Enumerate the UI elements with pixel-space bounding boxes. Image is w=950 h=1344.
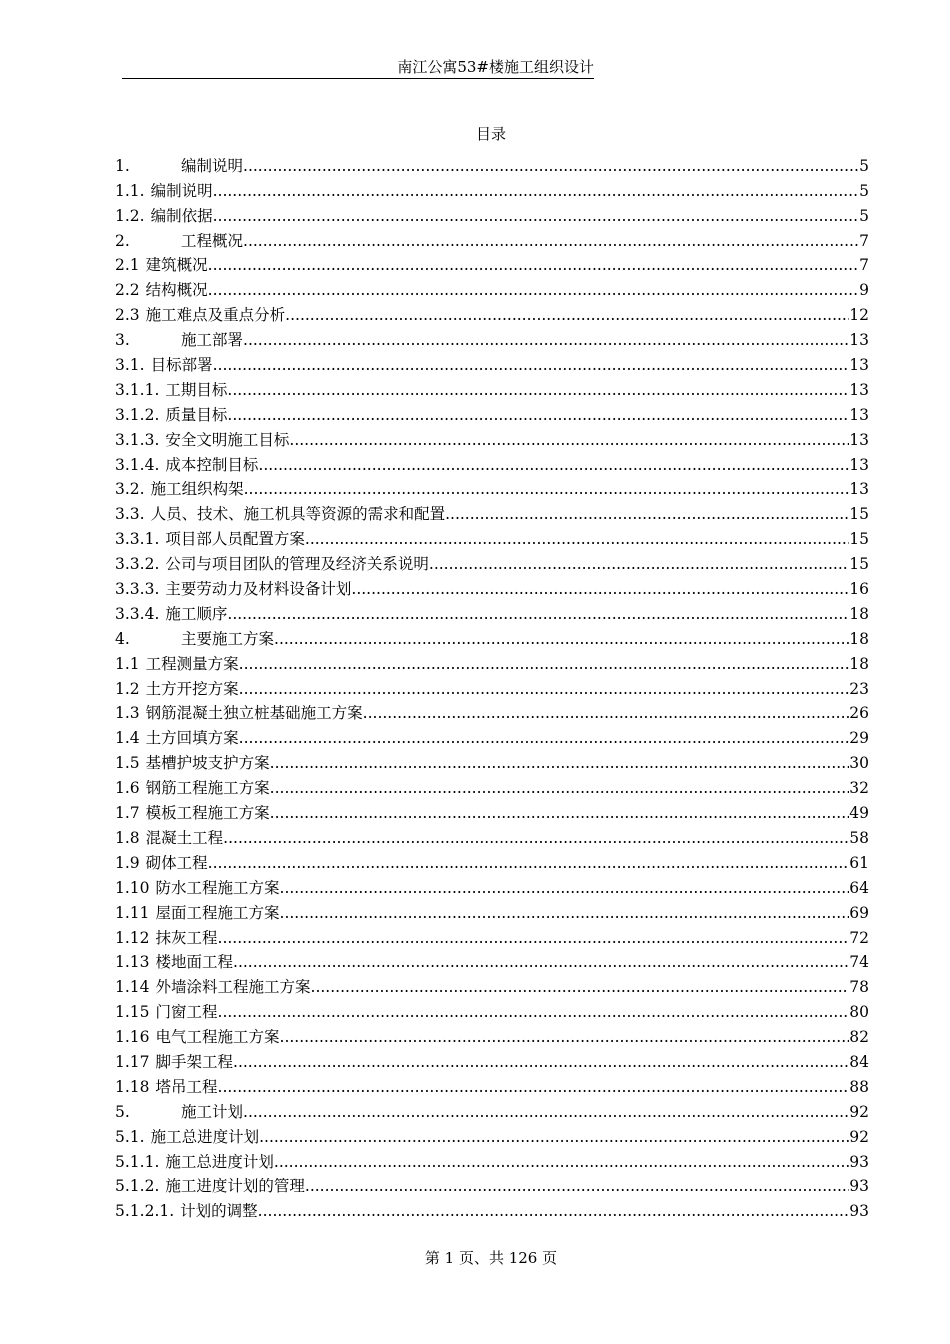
toc-entry-label — [115, 853, 208, 873]
toc-entry-page: 92 — [849, 1102, 869, 1121]
toc-entry-label — [115, 1052, 233, 1072]
toc-entry-number: 1.8 — [115, 828, 140, 847]
toc-entry-page: 9 — [859, 281, 869, 300]
toc-entry[interactable] — [115, 201, 869, 226]
toc-dot-leader — [243, 1102, 849, 1122]
toc-entry[interactable] — [115, 748, 869, 773]
toc-entry-text: 外墙涂料工程施工方案 — [155, 978, 311, 997]
toc-entry-label — [115, 703, 363, 723]
toc-entry-label — [115, 305, 285, 325]
toc-entry-page: 93 — [849, 1152, 869, 1171]
toc-entry-page: 15 — [849, 505, 869, 524]
toc-entry-text: 施工组织构架 — [150, 480, 244, 499]
toc-entry-number: 1.18 — [115, 1077, 150, 1096]
toc-entry[interactable] — [115, 823, 869, 848]
toc-entry-number: 2. — [115, 231, 130, 250]
toc-entry-number: 3.1.2. — [115, 405, 160, 424]
toc-entry-number: 3.3. — [115, 505, 145, 524]
toc-dot-leader — [223, 828, 849, 848]
toc-dot-leader — [208, 280, 859, 300]
toc-dot-leader — [244, 479, 850, 499]
toc-entry[interactable] — [115, 350, 869, 375]
toc-entry-text: 脚手架工程 — [155, 1052, 234, 1071]
toc-entry-number: 3.3.1. — [115, 530, 160, 549]
toc-entry-label — [115, 753, 270, 773]
toc-entry-label — [115, 1127, 259, 1147]
toc-entry-text: 楼地面工程 — [155, 953, 234, 972]
toc-entry[interactable] — [115, 997, 869, 1022]
toc-entry-number: 3. — [115, 331, 130, 350]
toc-entry-label — [115, 1176, 305, 1196]
toc-dot-leader — [213, 206, 860, 226]
toc-entry[interactable] — [115, 948, 869, 973]
toc-dot-leader — [233, 1052, 849, 1072]
running-header — [122, 58, 594, 79]
toc-dot-leader — [213, 355, 850, 375]
toc-entry[interactable] — [115, 325, 869, 350]
toc-entry-text: 主要劳动力及材料设备计划 — [165, 580, 352, 599]
toc-entry-label — [115, 380, 227, 400]
toc-dot-leader — [239, 728, 850, 748]
toc-entry-page: 69 — [849, 903, 869, 922]
toc-entry-number: 3.1.4. — [115, 455, 160, 474]
toc-entry-number: 5.1.2. — [115, 1177, 160, 1196]
toc-entry[interactable] — [115, 1196, 869, 1221]
toc-entry-text: 施工总进度计划 — [165, 1152, 274, 1171]
toc-entry-number: 1.2 — [115, 679, 140, 698]
toc-entry-page: 5 — [859, 156, 869, 175]
toc-entry-text: 施工顺序 — [165, 604, 228, 623]
document-title: 南江公寓53#楼施工组织设计 — [397, 58, 594, 76]
toc-entry-number: 1.1. — [115, 181, 145, 200]
toc-entry[interactable] — [115, 151, 869, 176]
toc-entry-label — [115, 928, 218, 948]
toc-dot-leader — [208, 255, 859, 275]
toc-entry-number: 1.9 — [115, 853, 140, 872]
toc-dot-leader — [280, 878, 850, 898]
toc-entry-page: 29 — [849, 729, 869, 748]
toc-entry-page: 13 — [849, 380, 869, 399]
toc-entry-number: 1.2. — [115, 206, 145, 225]
toc-entry[interactable] — [115, 1122, 869, 1147]
toc-entry[interactable] — [115, 798, 869, 823]
toc-entry[interactable] — [115, 251, 869, 276]
toc-entry-number: 1.5 — [115, 754, 140, 773]
toc-dot-leader — [311, 977, 850, 997]
toc-entry-text: 主要施工方案 — [181, 629, 275, 648]
toc-entry[interactable] — [115, 873, 869, 898]
toc-dot-leader — [270, 778, 850, 798]
page-footer: 第 1 页、共 126 页 — [424, 1249, 558, 1267]
toc-dot-leader — [208, 853, 850, 873]
toc-entry[interactable] — [115, 1022, 869, 1047]
toc-entry-number: 1.15 — [115, 1003, 150, 1022]
toc-entry-page: 74 — [849, 953, 869, 972]
toc-entry-text: 工程概况 — [181, 231, 244, 250]
toc-entry-label — [115, 330, 243, 350]
toc-entry-text: 抹灰工程 — [155, 928, 218, 947]
toc-entry-label — [115, 1077, 218, 1097]
toc-entry[interactable] — [115, 425, 869, 450]
toc-dot-leader — [213, 181, 860, 201]
toc-entry-page: 82 — [849, 1028, 869, 1047]
toc-entry-page: 18 — [849, 629, 869, 648]
toc-entry-number: 1.6 — [115, 779, 140, 798]
toc-entry[interactable] — [115, 723, 869, 748]
toc-heading: 目录 — [475, 125, 506, 143]
toc-entry-page: 64 — [849, 878, 869, 897]
toc-entry-label — [115, 455, 258, 475]
toc-entry-text: 工程测量方案 — [145, 654, 239, 673]
toc-entry-page: 13 — [849, 331, 869, 350]
toc-entry-number: 1.17 — [115, 1052, 150, 1071]
toc-entry-text: 计划的调整 — [180, 1202, 258, 1221]
toc-dot-leader — [239, 679, 850, 699]
toc-entry[interactable] — [115, 972, 869, 997]
toc-entry-text: 电气工程施工方案 — [155, 1028, 280, 1047]
toc-entry[interactable] — [115, 574, 869, 599]
toc-entry[interactable] — [115, 773, 869, 798]
toc-entry-label — [115, 156, 243, 176]
toc-entry-label — [115, 280, 208, 300]
toc-entry-page: 7 — [859, 256, 869, 275]
toc-entry-number: 3.1. — [115, 356, 145, 375]
toc-entry-number: 5.1. — [115, 1127, 145, 1146]
toc-entry[interactable] — [115, 1072, 869, 1097]
toc-entry-number: 2.3 — [115, 306, 140, 325]
toc-entry-number: 5.1.1. — [115, 1152, 160, 1171]
toc-entry-number: 3.3.3. — [115, 580, 160, 599]
toc-entry[interactable] — [115, 300, 869, 325]
toc-entry-text: 钢筋工程施工方案 — [145, 779, 270, 798]
toc-entry[interactable] — [115, 848, 869, 873]
toc-entry-label — [115, 206, 213, 226]
toc-entry-number: 1. — [115, 156, 130, 175]
toc-entry-label — [115, 579, 351, 599]
toc-entry-page: 13 — [849, 405, 869, 424]
toc-entry-label — [115, 679, 239, 699]
toc-entry-page: 93 — [849, 1202, 869, 1221]
toc-dot-leader — [218, 1002, 850, 1022]
toc-entry-label — [115, 255, 208, 275]
toc-entry-page: 13 — [849, 356, 869, 375]
toc-entry-text: 砌体工程 — [145, 853, 208, 872]
toc-entry[interactable] — [115, 923, 869, 948]
toc-entry[interactable] — [115, 499, 869, 524]
toc-entry-page: 13 — [849, 480, 869, 499]
table-of-contents — [115, 151, 869, 1221]
toc-entry-text: 目标部署 — [150, 356, 213, 375]
toc-entry-page: 5 — [859, 206, 869, 225]
toc-entry-label — [115, 878, 280, 898]
toc-entry-label — [115, 778, 270, 798]
toc-dot-leader — [363, 703, 850, 723]
toc-dot-leader — [239, 654, 850, 674]
toc-entry-text: 编制说明 — [150, 181, 213, 200]
toc-entry[interactable] — [115, 176, 869, 201]
toc-entry-number: 2.1 — [115, 256, 140, 275]
toc-entry[interactable] — [115, 450, 869, 475]
toc-entry-text: 人员、技术、施工机具等资源的需求和配置 — [150, 505, 446, 524]
toc-entry[interactable] — [115, 674, 869, 699]
toc-entry-number: 1.7 — [115, 804, 140, 823]
toc-entry-page: 23 — [849, 679, 869, 698]
toc-entry-label — [115, 1201, 258, 1221]
toc-entry-text: 塔吊工程 — [155, 1077, 218, 1096]
toc-entry-label — [115, 504, 445, 524]
toc-entry-label — [115, 1002, 218, 1022]
toc-entry-label — [115, 529, 305, 549]
toc-entry-page: 12 — [849, 306, 869, 325]
toc-entry-label — [115, 554, 429, 574]
toc-entry-text: 施工总进度计划 — [150, 1127, 260, 1146]
toc-dot-leader — [243, 156, 859, 176]
toc-dot-leader — [285, 305, 849, 325]
toc-dot-leader — [429, 554, 849, 574]
toc-dot-leader — [258, 1201, 850, 1221]
toc-dot-leader — [445, 504, 849, 524]
toc-entry-text: 编制依据 — [150, 206, 213, 225]
toc-entry-label — [115, 828, 223, 848]
toc-entry-page: 18 — [849, 604, 869, 623]
toc-entry-page: 15 — [849, 530, 869, 549]
toc-entry[interactable] — [115, 475, 869, 500]
toc-entry-text: 结构概况 — [145, 281, 208, 300]
toc-entry-number: 5.1.2.1. — [115, 1202, 175, 1221]
toc-entry-text: 建筑概况 — [145, 256, 208, 275]
toc-dot-leader — [270, 803, 850, 823]
toc-entry-text: 质量目标 — [165, 405, 228, 424]
toc-dot-leader — [274, 1152, 849, 1172]
toc-entry-text: 钢筋混凝土独立桩基础施工方案 — [145, 704, 363, 723]
toc-entry[interactable] — [115, 549, 869, 574]
toc-entry-text: 施工计划 — [181, 1102, 244, 1121]
toc-entry-label — [115, 1027, 280, 1047]
toc-entry-number: 1.3 — [115, 704, 140, 723]
toc-entry-label — [115, 952, 233, 972]
toc-dot-leader — [233, 952, 849, 972]
toc-entry-number: 1.16 — [115, 1028, 150, 1047]
toc-entry-text: 工期目标 — [165, 380, 228, 399]
toc-dot-leader — [218, 928, 850, 948]
toc-entry-label — [115, 977, 311, 997]
toc-dot-leader — [243, 330, 849, 350]
toc-dot-leader — [218, 1077, 850, 1097]
toc-entry[interactable] — [115, 624, 869, 649]
toc-entry-text: 土方回填方案 — [145, 729, 239, 748]
toc-entry-number: 1.12 — [115, 928, 150, 947]
toc-entry-text: 安全文明施工目标 — [165, 430, 290, 449]
toc-entry-number: 4. — [115, 629, 130, 648]
toc-entry-page: 32 — [849, 779, 869, 798]
toc-entry-page: 5 — [859, 181, 869, 200]
toc-entry-text: 门窗工程 — [155, 1003, 218, 1022]
toc-dot-leader — [274, 629, 849, 649]
toc-entry[interactable] — [115, 699, 869, 724]
toc-entry-page: 13 — [849, 455, 869, 474]
toc-entry[interactable] — [115, 649, 869, 674]
toc-entry-number: 3.1.1. — [115, 380, 160, 399]
toc-entry-page: 80 — [849, 1003, 869, 1022]
toc-entry-page: 78 — [849, 978, 869, 997]
toc-dot-leader — [227, 380, 849, 400]
toc-entry-page: 26 — [849, 704, 869, 723]
toc-entry-label — [115, 903, 280, 923]
toc-entry-label — [115, 604, 227, 624]
toc-entry-number: 3.2. — [115, 480, 145, 499]
toc-entry-number: 1.11 — [115, 903, 150, 922]
toc-dot-leader — [258, 455, 849, 475]
toc-dot-leader — [243, 231, 859, 251]
toc-entry-page: 30 — [849, 754, 869, 773]
toc-entry[interactable] — [115, 1172, 869, 1197]
toc-entry-page: 58 — [849, 828, 869, 847]
toc-entry-number: 1.14 — [115, 978, 150, 997]
toc-entry-text: 防水工程施工方案 — [155, 878, 280, 897]
toc-dot-leader — [280, 1027, 850, 1047]
toc-entry-page: 15 — [849, 555, 869, 574]
toc-entry-page: 84 — [849, 1052, 869, 1071]
toc-entry-label — [115, 728, 239, 748]
toc-entry-number: 1.4 — [115, 729, 140, 748]
toc-entry[interactable] — [115, 275, 869, 300]
toc-entry[interactable] — [115, 400, 869, 425]
toc-entry-text: 项目部人员配置方案 — [165, 530, 305, 549]
toc-entry-number: 1.13 — [115, 953, 150, 972]
toc-entry[interactable] — [115, 1047, 869, 1072]
toc-dot-leader — [289, 430, 849, 450]
toc-entry-label — [115, 479, 244, 499]
toc-entry-label — [115, 1152, 274, 1172]
toc-entry-page: 92 — [849, 1127, 869, 1146]
toc-entry-page: 61 — [849, 853, 869, 872]
toc-entry-text: 屋面工程施工方案 — [155, 903, 280, 922]
toc-entry-number: 3.3.4. — [115, 604, 160, 623]
toc-entry-page: 18 — [849, 654, 869, 673]
toc-entry-page: 7 — [859, 231, 869, 250]
toc-entry-text: 混凝土工程 — [145, 828, 224, 847]
toc-entry-number: 3.1.3. — [115, 430, 160, 449]
toc-entry-text: 编制说明 — [181, 156, 244, 175]
toc-entry-label — [115, 803, 270, 823]
toc-entry-page: 49 — [849, 804, 869, 823]
toc-entry[interactable] — [115, 375, 869, 400]
toc-entry-label — [115, 181, 213, 201]
toc-entry-page: 13 — [849, 430, 869, 449]
toc-entry-page: 88 — [849, 1077, 869, 1096]
toc-entry-text: 施工进度计划的管理 — [165, 1177, 305, 1196]
toc-dot-leader — [351, 579, 849, 599]
toc-entry-text: 土方开挖方案 — [145, 679, 239, 698]
toc-entry-label — [115, 231, 243, 251]
toc-entry-number: 5. — [115, 1102, 130, 1121]
toc-dot-leader — [227, 405, 849, 425]
toc-entry-label — [115, 654, 239, 674]
toc-entry-label — [115, 430, 289, 450]
toc-entry-text: 公司与项目团队的管理及经济关系说明 — [165, 555, 429, 574]
toc-entry[interactable] — [115, 898, 869, 923]
toc-dot-leader — [227, 604, 849, 624]
toc-entry-label — [115, 1102, 243, 1122]
toc-entry-label — [115, 629, 274, 649]
toc-entry-number: 3.3.2. — [115, 555, 160, 574]
toc-entry-number: 1.10 — [115, 878, 150, 897]
toc-entry[interactable] — [115, 524, 869, 549]
toc-dot-leader — [270, 753, 850, 773]
toc-entry-text: 基槽护坡支护方案 — [145, 754, 270, 773]
toc-entry-number: 2.2 — [115, 281, 140, 300]
toc-entry-text: 模板工程施工方案 — [145, 804, 270, 823]
toc-entry[interactable] — [115, 599, 869, 624]
toc-dot-leader — [259, 1127, 849, 1147]
toc-entry-page: 72 — [849, 928, 869, 947]
toc-dot-leader — [280, 903, 850, 923]
toc-entry-number: 1.1 — [115, 654, 140, 673]
toc-entry-text: 施工难点及重点分析 — [145, 306, 286, 325]
toc-entry[interactable] — [115, 1147, 869, 1172]
toc-entry-page: 16 — [849, 580, 869, 599]
toc-entry[interactable] — [115, 1097, 869, 1122]
toc-entry[interactable] — [115, 226, 869, 251]
toc-entry-text: 成本控制目标 — [165, 455, 259, 474]
toc-entry-page: 93 — [849, 1177, 869, 1196]
toc-entry-label — [115, 355, 213, 375]
toc-dot-leader — [305, 529, 849, 549]
toc-dot-leader — [305, 1176, 849, 1196]
toc-entry-label — [115, 405, 227, 425]
toc-entry-text: 施工部署 — [181, 331, 244, 350]
